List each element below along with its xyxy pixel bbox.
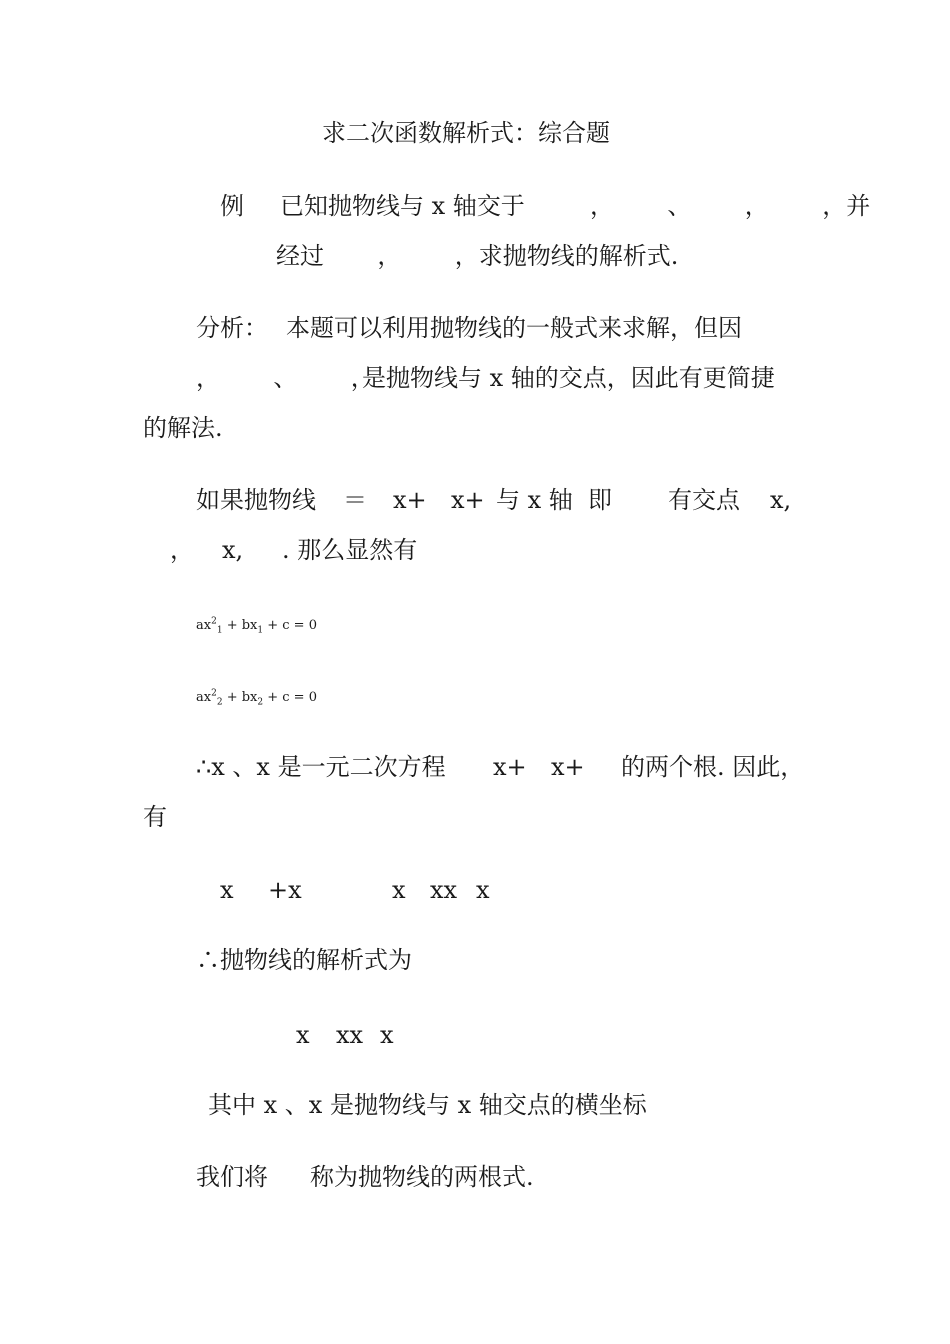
example-text-2: 经过 ， ，求抛物线的解析式. <box>276 242 679 270</box>
analysis-text-1: 本题可以利用抛物线的一般式来求解，但因 <box>286 314 742 342</box>
formula1-p4: xx <box>430 876 458 904</box>
example-text-1: 已知抛物线与 x 轴交于 <box>280 192 525 220</box>
example-punct-1: ， 、 ， ，并 <box>590 192 871 220</box>
if-text-g: x, <box>770 486 792 514</box>
if-text-e: 与 x 轴 即 <box>496 486 613 514</box>
equation-2: $ax^2_2 + bx_2 + c = 0$ <box>196 688 317 708</box>
if-text-2a: ， <box>170 536 194 564</box>
page-title: 求二次函数解析式：综合题 <box>322 119 610 147</box>
where-text: 其中 x 、x 是抛物线与 x 轴交点的横坐标 <box>208 1091 647 1119</box>
formula1-p5: x <box>476 876 490 904</box>
conclusion-text-a: 我们将 <box>196 1163 268 1191</box>
therefore-text-a: ∴x 、x 是一元二次方程 <box>196 753 446 781</box>
formula1-p3: x <box>392 876 406 904</box>
if-term-1: x+ <box>393 486 427 514</box>
if-term-2: x+ <box>451 486 485 514</box>
therefore-text-2: 有 <box>143 803 167 831</box>
formula1-p2: +x <box>268 876 302 904</box>
therefore2-text: ∴抛物线的解析式为 <box>196 946 412 974</box>
therefore-term-2: x+ <box>551 753 585 781</box>
analysis-text-3: 的解法. <box>143 414 223 442</box>
analysis-punct-2: ， 、 ， <box>196 364 375 392</box>
equation-1: $ax^2_1 + bx_1 + c = 0$ <box>196 616 317 636</box>
formula1-p1: x <box>220 876 234 904</box>
conclusion-text-b: 称为抛物线的两根式. <box>310 1163 534 1191</box>
if-equals: ＝ <box>343 486 367 514</box>
therefore-term-1: x+ <box>493 753 527 781</box>
analysis-label: 分析： <box>196 314 268 342</box>
analysis-text-2: 是抛物线与 x 轴的交点，因此有更简捷 <box>362 364 775 392</box>
formula2-p2: xx <box>336 1021 364 1049</box>
therefore-text-d: 的两个根. 因此， <box>621 753 805 781</box>
formula2-p3: x <box>380 1021 394 1049</box>
formula2-p1: x <box>296 1021 310 1049</box>
if-text-2c: . 那么显然有 <box>282 536 418 564</box>
if-text-f: 有交点 <box>668 486 740 514</box>
if-text-2b: x, <box>222 536 244 564</box>
example-label: 例 <box>220 192 244 220</box>
if-text-a: 如果抛物线 <box>196 486 316 514</box>
